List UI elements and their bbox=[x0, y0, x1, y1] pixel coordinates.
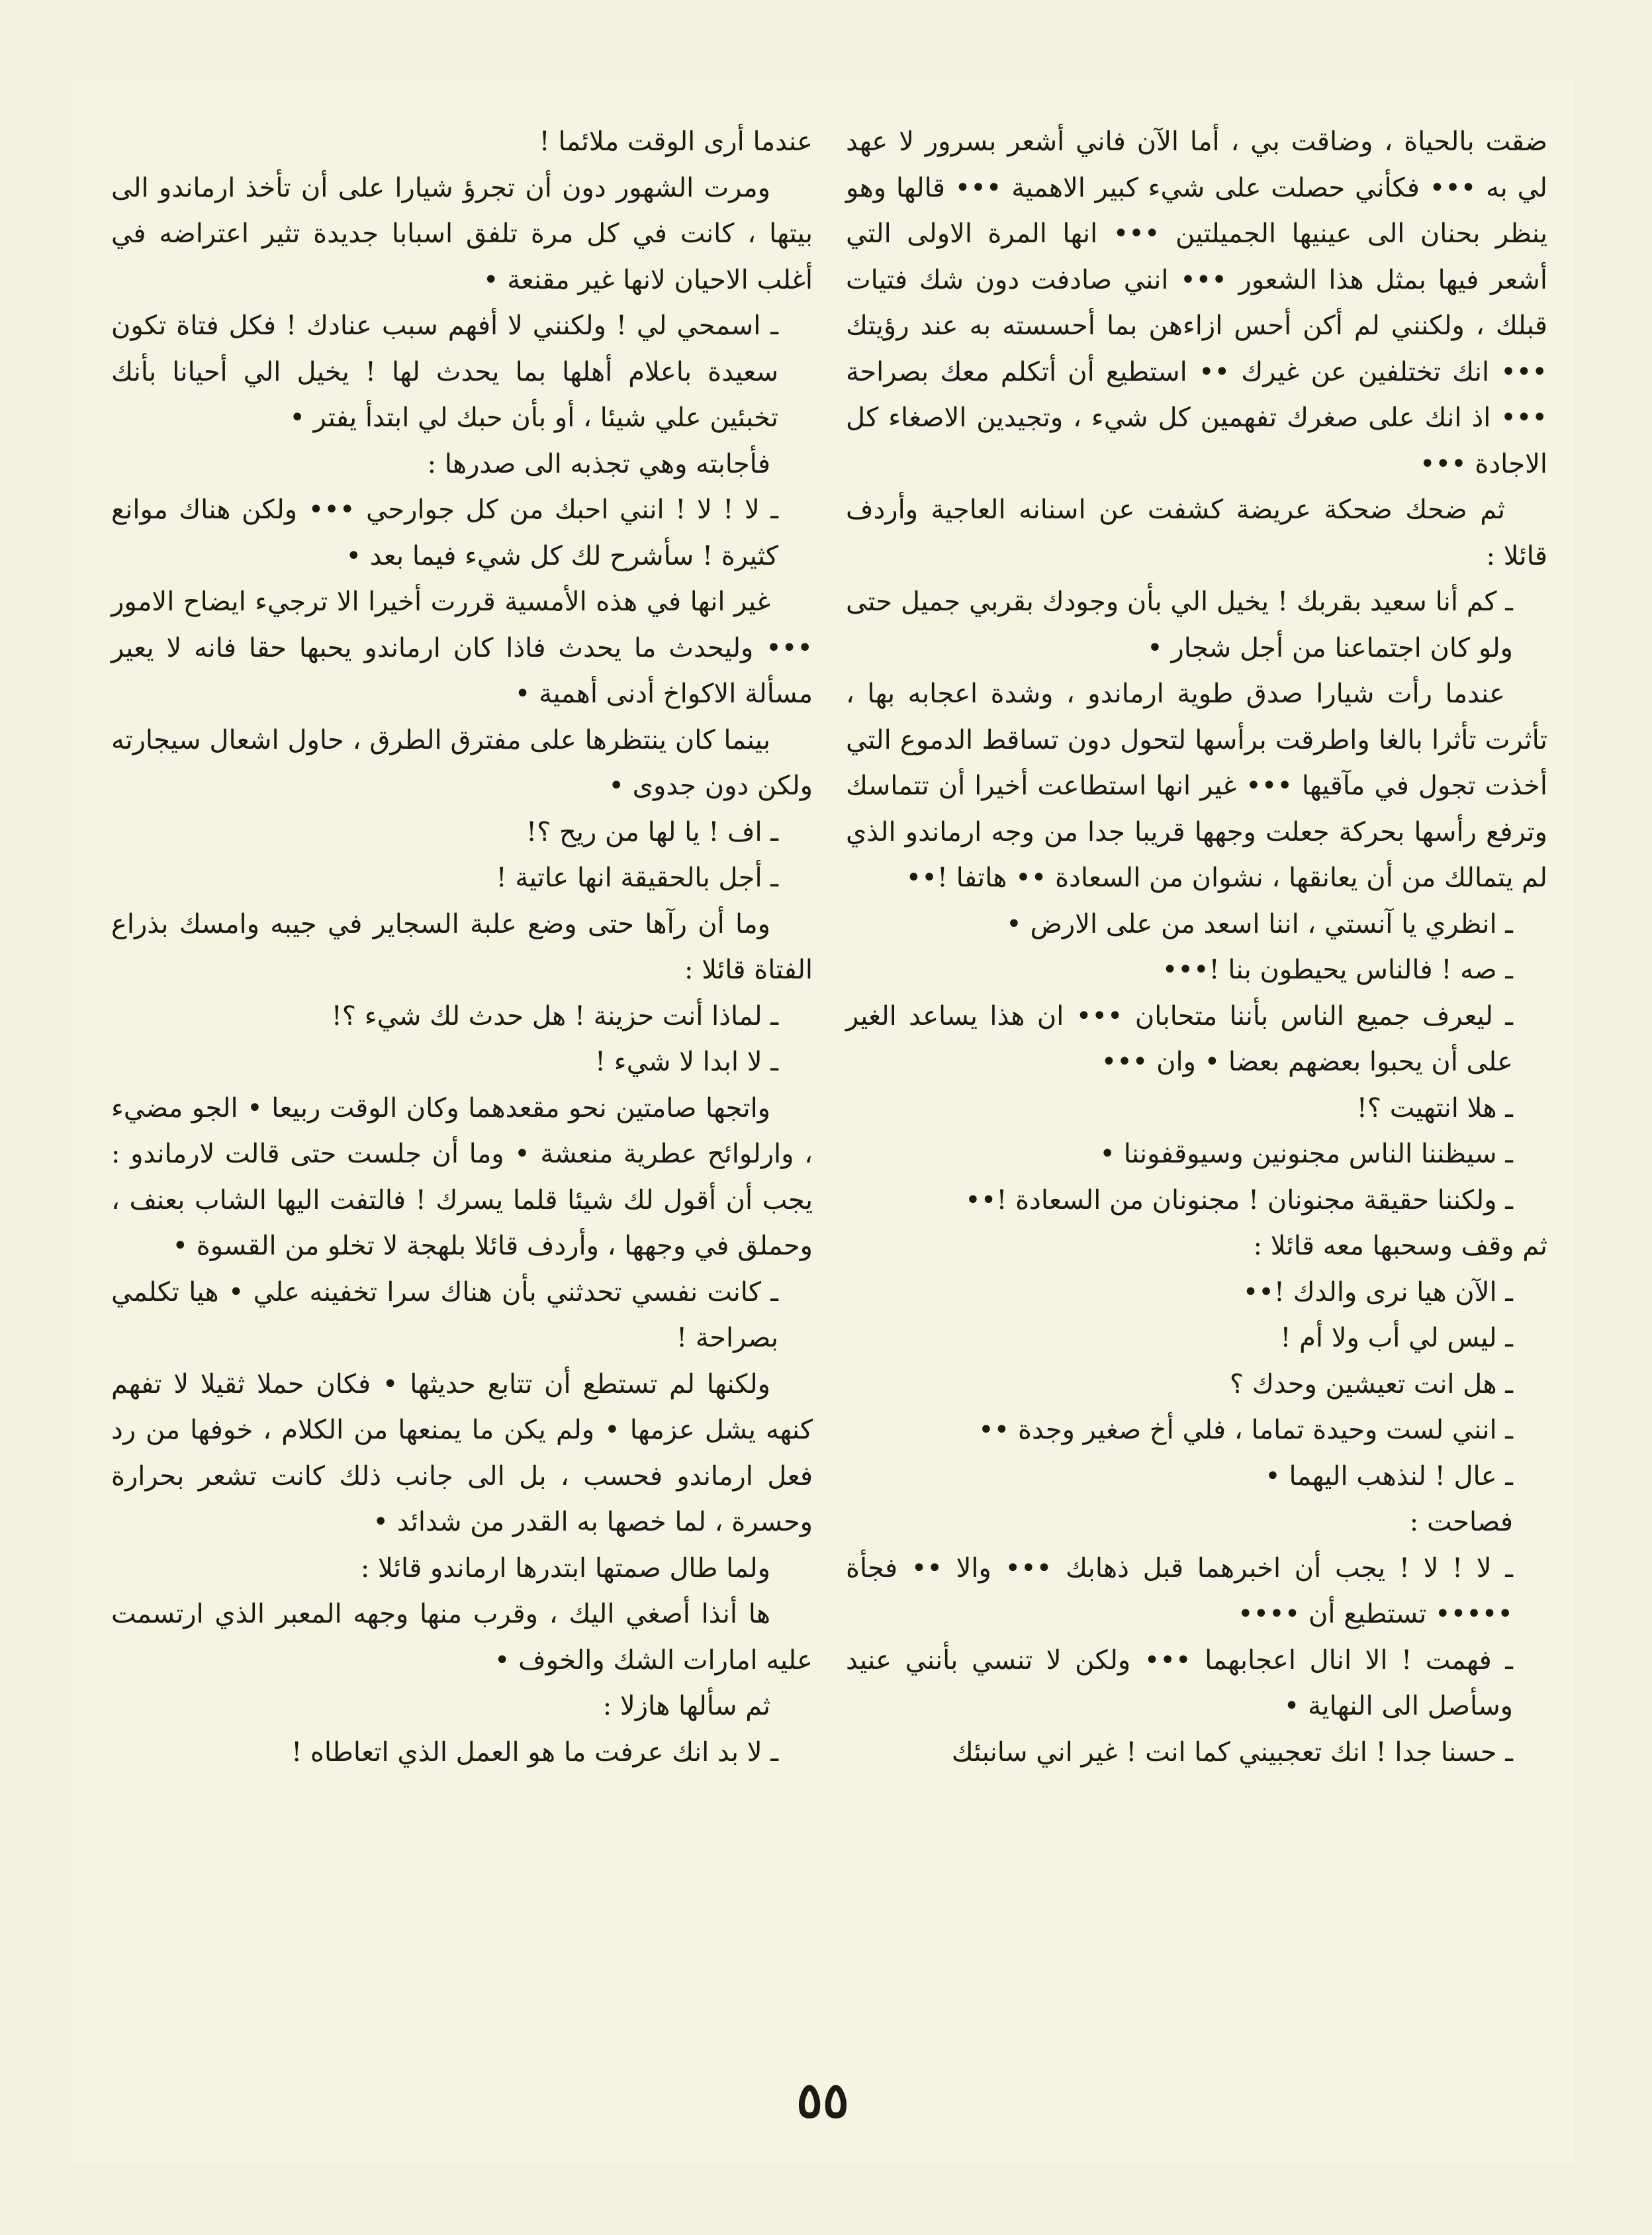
paragraph: بينما كان ينتظرها على مفترق الطرق ، حاول اشعال سيجارته ولكن دون جدوى • bbox=[111, 724, 813, 801]
page-number: ٥٥ bbox=[796, 2072, 849, 2129]
paragraph: عندما رأت شيارا صدق طوية ارماندو ، وشدة اعجابه بها ، تأثرت تأثرا بالغا واطرقت برأسها لتحول دون تساقط الدموع التي أخذت تجول في مآقيها ••• غير انها استطاعت أخيرا أن تتماسك وترفع رأسها بحركة جعلت وجهها قريبا جدا من وجه ارماندو الذي لم يتمالك من أن يعانقها ، نشوان من السعادة •• هاتفا !•• bbox=[846, 679, 1547, 893]
paragraph: ـ ليس لي أب ولا أم ! bbox=[1280, 1323, 1513, 1353]
right-text-column bbox=[846, 119, 1547, 1776]
paragraph: ـ انني لست وحيدة تماما ، فلي أخ صغير وجدة •• bbox=[978, 1415, 1513, 1445]
paragraph: ـ عال ! لنذهب اليهما • bbox=[1265, 1460, 1513, 1492]
paragraph: عندما أرى الوقت ملائما ! bbox=[539, 126, 813, 157]
paragraph: واتجها صامتين نحو مقعدهما وكان الوقت ربيعا • الجو مضيء ، وارلوائح عطرية منعشة • وما أن جلست حتى قالت لارماندو : يجب أن أقول لك شيئا قلما يسرك ! فالتفت اليها الشاب بعنف ، وحملق في وجهها ، وأردف قائلا بلهجة لا تخلو من القسوة • bbox=[111, 1092, 813, 1261]
paragraph: ـ صه ! فالناس يحيطون بنا !••• bbox=[1162, 955, 1513, 985]
paragraph: ـ ولكننا حقيقة مجنونان ! مجنونان من السعادة !•• bbox=[965, 1184, 1513, 1215]
paragraph: ـ لا ! لا ! يجب أن اخبرهما قبل ذهابك ••• والا •• فجأة ••••• تستطيع أن •••• bbox=[846, 1552, 1513, 1629]
paragraph: ـ ليعرف جميع الناس بأننا متحابان ••• ان هذا يساعد الغير على أن يحبوا بعضهم بعضا • وان ••• bbox=[846, 1000, 1513, 1077]
paragraph: ـ لا ابدا لا شيء ! bbox=[594, 1047, 778, 1077]
paragraph: ثم ضحك ضحكة عريضة كشفت عن اسنانه العاجية وأردف قائلا : bbox=[846, 495, 1547, 571]
paragraph: ـ اسمحي لي ! ولكنني لا أفهم سبب عنادك ! فكل فتاة تكون سعيدة باعلام أهلها بما يحدث لها ! يخيل الي أحيانا بأنك تخبئين علي شيئا ، أو بأن حبك لي ابتدأ يفتر • bbox=[111, 310, 778, 433]
paragraph: ـ هل انت تعيشين وحدك ؟ bbox=[1229, 1368, 1513, 1400]
paragraph: ـ حسنا جدا ! انك تعجبيني كما انت ! غير اني سانبئك bbox=[951, 1736, 1513, 1768]
paragraph: ها أنذا أصغي اليك ، وقرب منها وجهه المعبر الذي ارتسمت عليه امارات الشك والخوف • bbox=[111, 1599, 813, 1676]
magazine-page bbox=[71, 79, 1574, 2165]
paragraph: ـ لا ! لا ! انني احبك من كل جوارحي ••• ولكن هناك موانع كثيرة ! سأشرح لك كل شيء فيما بعد • bbox=[111, 495, 778, 571]
paragraph: ولكنها لم تستطع أن تتابع حديثها • فكان حملا ثقيلا لا تفهم كنهه يشل عزمها • ولم يكن ما يمنعها من الكلام ، خوفها من رد فعل ارماندو فحسب ، بل الى جانب ذلك كانت تشعر بحرارة وحسرة ، لما خصها به القدر من شدائد • bbox=[111, 1368, 813, 1537]
paragraph: وما أن رآها حتى وضع علبة السجاير في جيبه وامسك بذراع الفتاة قائلا : bbox=[111, 908, 813, 985]
paragraph: ـ أجل بالحقيقة انها عاتية ! bbox=[496, 863, 778, 893]
paragraph: ـ كانت نفسي تحدثني بأن هناك سرا تخفينه علي • هيا تكلمي بصراحة ! bbox=[111, 1276, 778, 1353]
paragraph: ـ سيظننا الناس مجنونين وسيوقفوننا • bbox=[1099, 1139, 1513, 1169]
left-text-column bbox=[111, 119, 813, 1776]
paragraph: غير انها في هذه الأمسية قررت أخيرا الا ترجيء ايضاح الامور ••• وليحدث ما يحدث فاذا كان ارماندو يحبها حقا فانه لا يعير مسألة الاكواخ أدنى أهمية • bbox=[111, 587, 813, 709]
paragraph: ـ لماذا أنت حزينة ! هل حدث لك شيء ؟! bbox=[331, 1000, 778, 1031]
paragraph: ـ فهمت ! الا انال اعجابهما ••• ولكن لا تنسي بأنني عنيد وسأصل الى النهاية • bbox=[846, 1644, 1513, 1721]
paragraph: ـ لا بد انك عرفت ما هو العمل الذي اتعاطاه ! bbox=[291, 1736, 778, 1768]
paragraph: ضقت بالحياة ، وضاقت بي ، أما الآن فاني أشعر بسرور لا عهد لي به ••• فكأني حصلت على شيء كبير الاهمية ••• قالها وهو ينظر بحنان الى عينيها الجميلتين ••• انها المرة الاولى التي أشعر فيها بمثل هذا الشعور ••• انني صادفت دون شك فتيات قبلك ، ولكنني لم أكن أحس ازاءهن بما أحسسته به عند رؤيتك ••• انك تختلفين عن غيرك •• استطيع أن أتكلم معك بصراحة ••• اذ انك على صغرك تفهمين كل شيء ، وتجيدين الاصغاء كل الاجادة ••• bbox=[846, 126, 1547, 479]
paragraph: ولما طال صمتها ابتدرها ارماندو قائلا : bbox=[360, 1552, 770, 1584]
paragraph: ـ اف ! يا لها من ريح ؟! bbox=[526, 816, 778, 847]
paragraph: فأجابته وهي تجذبه الى صدرها : bbox=[427, 448, 770, 479]
paragraph: ثم وقف وسحبها معه قائلا : bbox=[1253, 1231, 1547, 1261]
paragraph: ومرت الشهور دون أن تجرؤ شيارا على أن تأخذ ارماندو الى بيتها ، كانت في كل مرة تلفق اسبابا جديدة تثير اعتراضه في أغلب الاحيان لانها غير مقنعة • bbox=[111, 172, 813, 295]
paragraph: فصاحت : bbox=[1409, 1507, 1513, 1537]
paragraph: ثم سألها هازلا : bbox=[602, 1691, 770, 1721]
paragraph: ـ انظري يا آنستي ، اننا اسعد من على الارض • bbox=[1006, 908, 1513, 939]
paragraph: ـ كم أنا سعيد بقربك ! يخيل الي بأن وجودك بقربي جميل حتى ولو كان اجتماعنا من أجل شجار • bbox=[846, 587, 1513, 663]
paragraph: ـ هلا انتهيت ؟! bbox=[1356, 1092, 1513, 1123]
paragraph: ـ الآن هيا نرى والدك !•• bbox=[1242, 1276, 1513, 1308]
